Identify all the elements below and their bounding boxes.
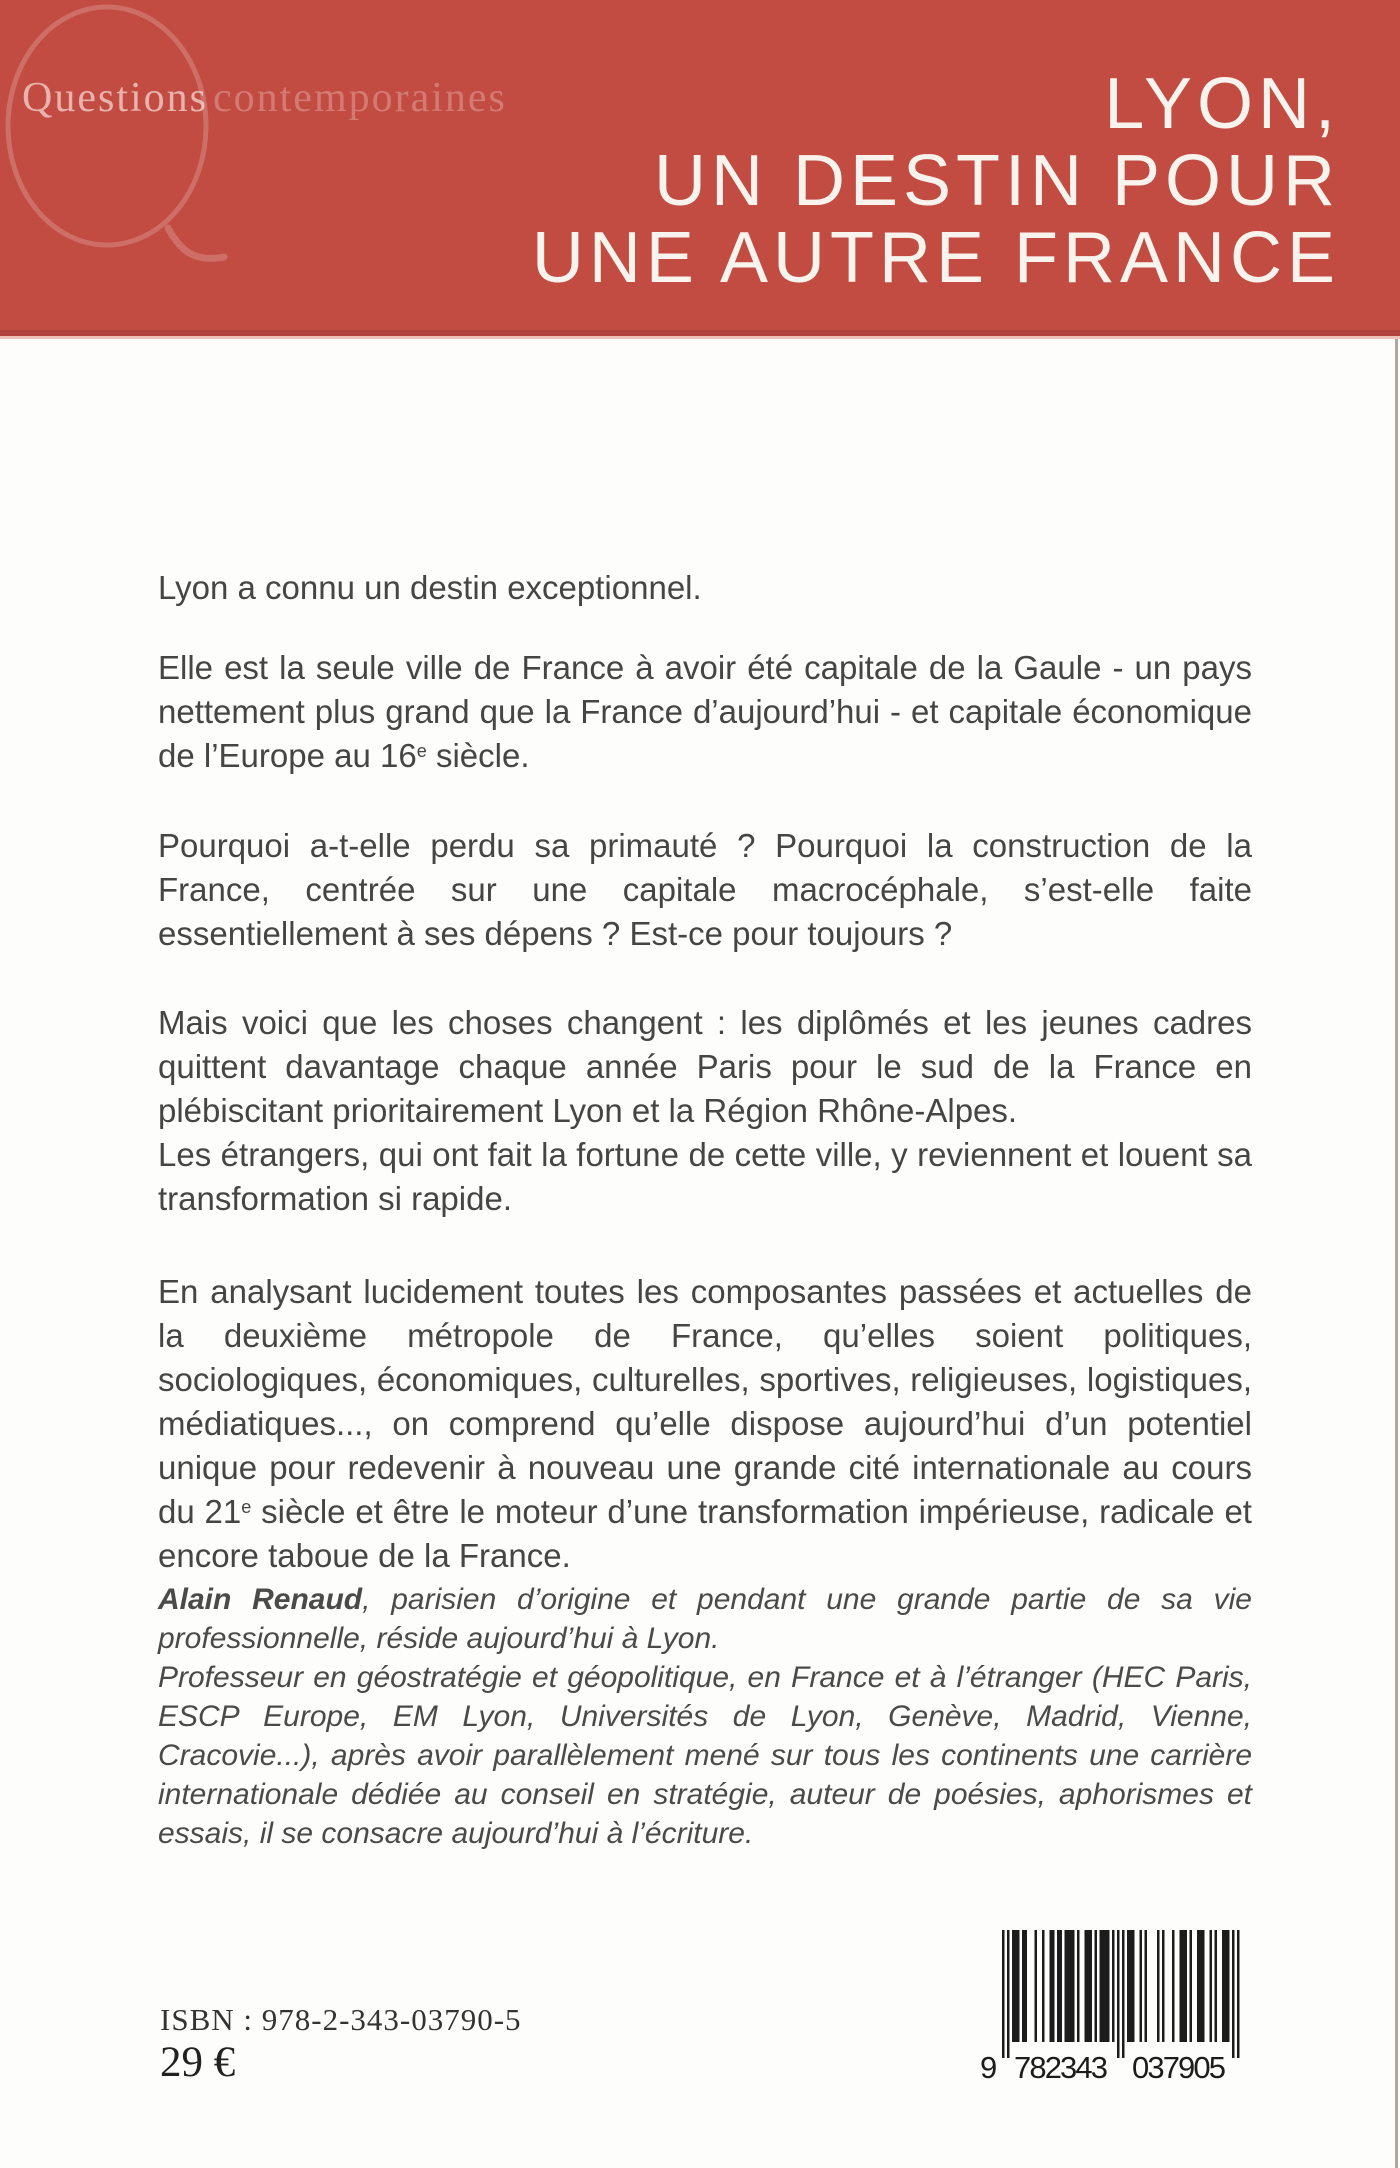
synopsis [158,566,1252,1578]
isbn-label: ISBN : 978-2-343-03790-5 [160,2002,522,2037]
author-bio-paragraph-2: Professeur en géostratégie et géopolitique, en France et à l’étranger (HEC Paris, ESCP Europe, EM Lyon, Universités de Lyon, Genève, Madrid, Vienne, Cracovie...), après avoir parallèlement mené sur tous les continents une carrière internationale dédiée au conseil en stratégie, auteur de poésies, aphorismes et essais, il se consacre aujourd’hui à l’écriture. [158,1661,1252,1850]
synopsis-paragraph-6-text: En analysant lucidement toutes les composantes passées et actuelles de la deuxième métropole de France, qu’elles soient politiques, sociologiques, économiques, culturelles, sportives, religieuses, logistiques, médiatiques..., on comprend qu’elle dispose aujourd’hui d’un potentiel unique pour redevenir à nouveau une grande cité internationale au cours du 21 [158,1273,1252,1530]
collection-name-questions: Questions [22,75,208,121]
page-right-edge-line [1395,339,1398,2168]
barcode-digits-right-group: 037905 [1132,2050,1226,2082]
title-line-1: LYON, [1104,64,1340,144]
synopsis-paragraph-6 [158,1270,1252,1578]
barcode-digits-left-group: 782343 [1014,2050,1108,2082]
price-label: 29 € [160,2039,236,2086]
synopsis-paragraph-3: Pourquoi a-t-elle perdu sa primauté ? Pourquoi la construction de la France, centrée sur une capitale macrocéphale, s’est-elle faite essentiellement à ses dépens ? Est-ce pour toujours ? [158,827,1252,952]
author-bio-text: , parisien d’origine et pendant une grande partie de sa vie professionnelle, réside aujourd’hui à Lyon. [158,1583,1252,1655]
q-outline-icon [2,2,234,270]
synopsis-paragraph-5: Les étrangers, qui ont fait la fortune de cette ville, y reviennent et louent sa transformation si rapide. [158,1136,1252,1217]
superscript-e: e [416,741,427,762]
barcode [978,1928,1240,2082]
title-line-3: UNE AUTRE FRANCE [531,218,1340,298]
barcode-digit-lead: 9 [980,2050,998,2082]
title-line-2: UN DESTIN POUR [653,141,1340,221]
synopsis-paragraph-1: Lyon a connu un destin exceptionnel. [158,569,702,606]
author-bio-paragraph-1 [158,1580,1252,1658]
barcode-bars [1002,1930,1240,2058]
author-bio [158,1580,1252,1853]
book-title [532,66,1340,297]
collection-name-contemporaines: contemporaines [213,75,507,121]
synopsis-paragraph-2-end: siècle. [426,737,530,774]
synopsis-paragraph-2 [158,646,1252,778]
synopsis-paragraph-2-text: Elle est la seule ville de France à avoir été capitale de la Gaule - un pays nettement plus grand que la France d’aujourd’hui - et capitale économique de l’Europe au 16 [158,649,1252,774]
band-bottom-pale-strip [0,336,1400,339]
synopsis-paragraph-6-end: siècle et être le moteur d’une transformation impérieuse, radicale et encore taboue de la France. [158,1493,1252,1574]
synopsis-paragraph-4: Mais voici que les choses changent : les diplômés et les jeunes cadres quittent davantage chaque année Paris pour le sud de la France en plébiscitant prioritairement Lyon et la Région Rhône-Alpes. [158,1004,1252,1129]
superscript-e: e [241,1497,252,1518]
author-name: Alain Renaud [158,1583,363,1616]
